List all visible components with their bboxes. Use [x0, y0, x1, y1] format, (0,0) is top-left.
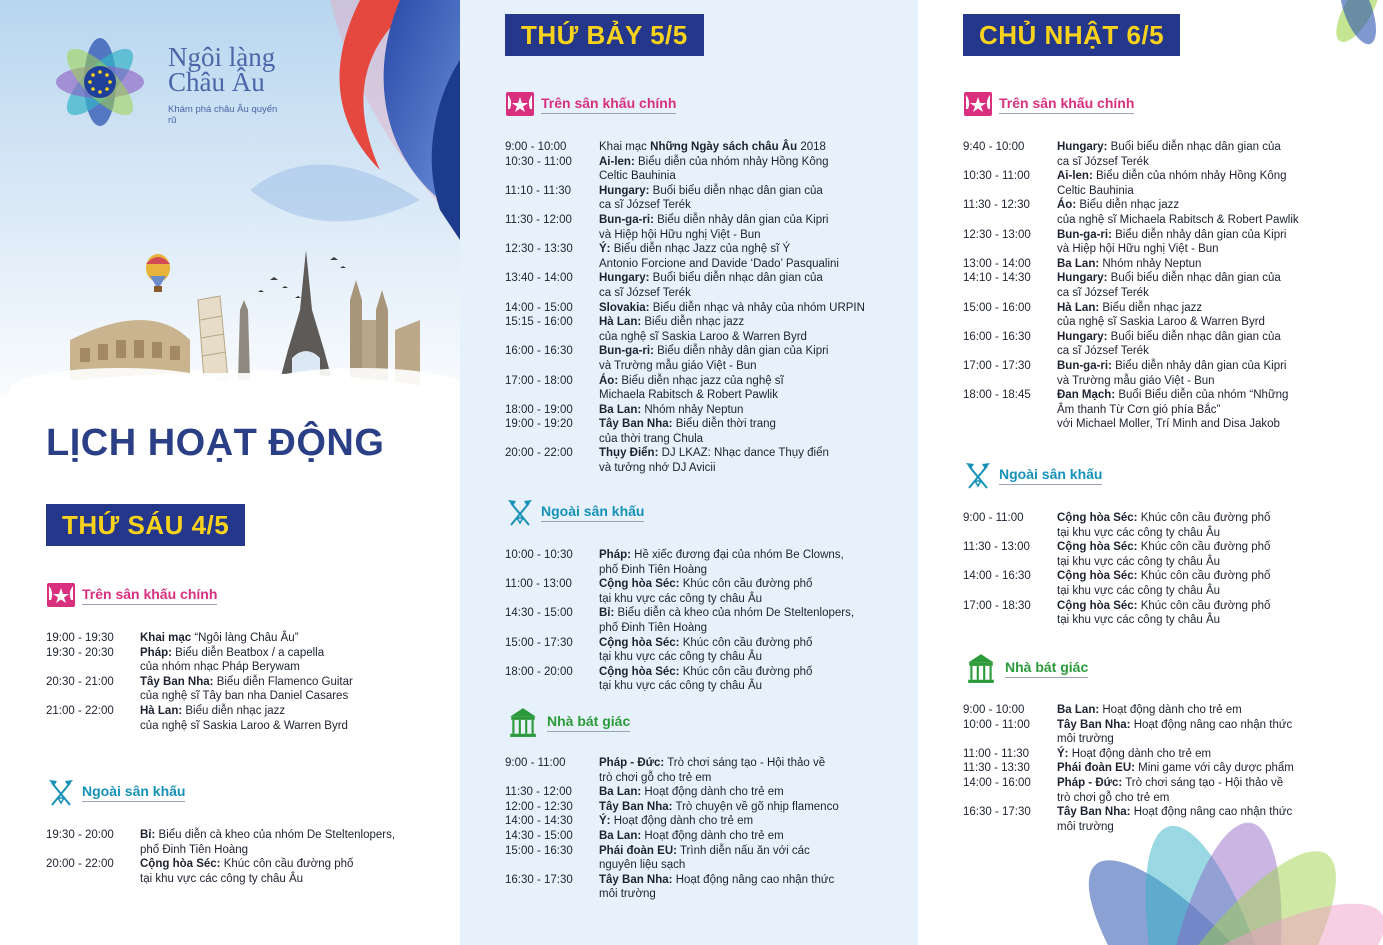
section-label: Nhà bát giác — [547, 713, 630, 732]
event-country: Áo: — [1057, 199, 1077, 212]
schedule-row — [963, 805, 1368, 834]
event-time: 11:30 - 13:00 — [963, 541, 1030, 554]
schedule-row — [505, 844, 910, 873]
event-time: 14:00 - 14:30 — [505, 815, 573, 828]
event-description — [599, 155, 910, 184]
section-label: Ngoài sân khấu — [82, 783, 185, 802]
event-description — [1057, 359, 1368, 388]
event-time: 17:00 - 18:00 — [505, 374, 573, 387]
event-detail: Khúc côn cầu đường phố tại khu vực các công ty châu Âu — [599, 578, 813, 605]
event-country: Ba Lan: — [1057, 704, 1100, 716]
schedule-row — [505, 315, 910, 344]
event-country: Khai mạc — [140, 632, 192, 644]
event-time: 21:00 - 22:00 — [46, 704, 114, 717]
schedule-row — [963, 228, 1368, 257]
stage-star-icon — [46, 580, 76, 610]
schedule-list — [505, 756, 910, 902]
schedule-row — [963, 599, 1368, 628]
event-description — [599, 301, 910, 316]
event-description — [599, 271, 910, 300]
event-time: 15:00 - 16:00 — [963, 301, 1031, 314]
schedule-row — [505, 374, 910, 403]
event-detail: Trò chơi sáng tạo - Hội thảo về trò chơi gỗ cho trẻ em — [1057, 776, 1284, 804]
section-label: Trên sân khấu chính — [541, 95, 676, 114]
event-country: Cộng hòa Séc: — [1057, 512, 1138, 524]
day-header-friday: THỨ SÁU 4/5 — [46, 504, 245, 546]
schedule-row — [505, 548, 915, 577]
event-description — [1057, 511, 1368, 540]
event-time: 9:40 - 10:00 — [963, 141, 1025, 153]
event-detail: Khúc côn cầu đường phố tại khu vực các công ty châu Âu — [1057, 570, 1271, 597]
schedule-row — [505, 756, 910, 785]
event-time: 13:00 - 14:00 — [963, 257, 1031, 270]
event-detail: Hoạt động dành cho trẻ em — [610, 815, 754, 828]
event-detail: Biểu diễn nhảy dân gian của Kipri và Trường mẫu giáo Việt - Bun — [599, 345, 829, 372]
event-country: Cộng hòa Séc: — [599, 578, 680, 591]
event-country: Ba Lan: — [599, 786, 642, 799]
event-time: 11:30 - 12:00 — [505, 786, 572, 799]
event-description — [599, 636, 915, 665]
schedule-row — [963, 511, 1368, 540]
schedule-row — [505, 213, 910, 242]
event-country: Hungary: — [1057, 141, 1108, 153]
event-detail: Trò chuyện về gõ nhịp flamenco — [672, 800, 839, 813]
page-title: LỊCH HOẠT ĐỘNG — [46, 422, 385, 464]
event-time: 14:00 - 15:00 — [505, 301, 573, 314]
event-country: Tây Ban Nha: — [1057, 806, 1131, 819]
schedule-row — [963, 776, 1368, 805]
section-outside-stage-friday — [46, 777, 185, 807]
event-detail: Hoạt động nâng cao nhận thức môi trường — [1057, 806, 1293, 833]
event-country: Ai-len: — [1057, 170, 1093, 183]
event-description — [599, 548, 915, 577]
schedule-row — [505, 242, 910, 271]
event-detail: Biểu diễn nhạc jazz của nghệ sĩ Saskia Laroo & Warren Byrd — [140, 704, 348, 732]
event-time: 17:00 - 17:30 — [963, 359, 1031, 372]
event-time: 14:30 - 15:00 — [505, 829, 573, 842]
event-detail: Buổi biểu diễn nhạc dân gian của ca sĩ József Terék — [1057, 330, 1281, 358]
event-time: 15:00 - 17:30 — [505, 636, 573, 649]
event-description — [599, 242, 910, 271]
event-detail: Khúc côn cầu đường phố tại khu vực các công ty châu Âu — [1057, 599, 1271, 627]
event-country: Hungary: — [599, 272, 650, 285]
event-time: 9:00 - 10:00 — [505, 141, 567, 153]
event-time: 20:00 - 22:00 — [505, 447, 573, 460]
section-label: Trên sân khấu chính — [82, 586, 217, 605]
event-description — [1057, 330, 1368, 359]
section-pavilion-saturday — [505, 707, 630, 737]
event-description — [1057, 776, 1368, 805]
event-detail: Hoạt động nâng cao nhận thức môi trường — [1057, 718, 1293, 746]
event-detail: 2018 — [797, 141, 826, 153]
event-detail: Khúc côn cầu đường phố tại khu vực các công ty châu Âu — [140, 858, 354, 885]
event-country: Ý: — [599, 815, 611, 828]
section-main-stage-saturday — [505, 89, 676, 119]
stage-star-icon — [505, 89, 535, 119]
event-country: Ý: — [1057, 747, 1069, 760]
schedule-row — [963, 761, 1368, 776]
event-country: Tây Ban Nha: — [140, 675, 214, 688]
event-time: 16:30 - 17:30 — [505, 873, 573, 886]
schedule-row — [46, 828, 456, 857]
event-country: Ai-len: — [599, 155, 635, 168]
event-time: 17:00 - 18:30 — [963, 599, 1031, 612]
event-country: Ba Lan: — [599, 403, 642, 416]
schedule-list — [505, 140, 910, 476]
schedule-row — [505, 800, 910, 815]
event-description — [1057, 761, 1368, 776]
schedule-row — [963, 140, 1368, 169]
event-detail: DJ LKAZ: Nhạc dance Thụy điển và tưởng nhớ DJ Avicii — [599, 447, 829, 475]
event-country: Pháp: — [140, 646, 172, 659]
event-country: Cộng hòa Séc: — [599, 665, 680, 678]
event-description — [1057, 805, 1368, 834]
event-description — [1057, 388, 1368, 432]
event-description — [599, 315, 910, 344]
event-time: 15:00 - 16:30 — [505, 844, 573, 857]
event-time: 11:00 - 11:30 — [963, 747, 1030, 760]
event-description — [599, 140, 910, 155]
event-description — [599, 665, 915, 694]
event-detail: Buổi biểu diễn nhạc dân gian của ca sĩ József Terék — [1057, 272, 1281, 299]
event-country: Hungary: — [1057, 330, 1108, 343]
section-label: Trên sân khấu chính — [999, 95, 1134, 114]
event-time: 18:00 - 20:00 — [505, 665, 573, 678]
section-label: Ngoài sân khấu — [541, 503, 644, 522]
event-detail: Biểu diễn cà kheo của nhóm De Steltenlopers, phố Đinh Tiên Hoàng — [140, 829, 396, 856]
event-description — [1057, 540, 1368, 569]
section-label: Nhà bát giác — [1005, 659, 1088, 678]
schedule-row — [505, 665, 915, 694]
schedule-row — [963, 718, 1368, 747]
section-main-stage-sunday — [963, 89, 1134, 119]
schedule-row — [46, 704, 446, 733]
event-country: Bun-ga-ri: — [599, 213, 654, 226]
event-detail: Biểu diễn Flamenco Guitar của nghệ sĩ Tây ban nha Daniel Casares — [140, 675, 353, 703]
event-description — [1057, 301, 1368, 330]
section-outside-stage-saturday — [505, 497, 644, 527]
event-description — [599, 756, 910, 785]
event-detail: Khúc côn cầu đường phố tại khu vực các công ty châu Âu — [599, 636, 813, 664]
event-time: 16:00 - 16:30 — [505, 345, 573, 358]
event-country: Phái đoàn EU: — [599, 844, 677, 857]
crossed-pennants-icon — [963, 460, 993, 490]
event-country: Slovakia: — [599, 301, 650, 314]
event-detail: Trò chơi sáng tạo - Hội thảo về trò chơi gỗ cho trẻ em — [599, 757, 826, 784]
event-description — [140, 857, 456, 886]
event-description — [599, 873, 910, 902]
schedule-row — [963, 747, 1368, 762]
event-description — [140, 704, 446, 733]
event-description — [599, 213, 910, 242]
event-description — [599, 785, 910, 800]
event-description — [599, 814, 910, 829]
event-time: 18:00 - 18:45 — [963, 389, 1031, 402]
event-description — [599, 844, 910, 873]
event-country: Hà Lan: — [140, 704, 183, 717]
event-time: 14:10 - 14:30 — [963, 272, 1031, 285]
crossed-pennants-icon — [505, 497, 535, 527]
schedule-row — [505, 873, 910, 902]
event-time: 19:00 - 19:20 — [505, 418, 573, 431]
european-landmarks-illustration — [0, 240, 460, 430]
event-country: Pháp - Đức: — [1057, 776, 1123, 789]
event-country: Bỉ: — [599, 607, 615, 620]
schedule-row — [505, 184, 910, 213]
event-description — [1057, 257, 1368, 272]
schedule-list — [46, 828, 456, 886]
brand-name: Ngôi làng Châu Âu — [168, 42, 276, 97]
event-detail: Buổi biểu diễn nhạc dân gian của ca sĩ József Terék — [599, 184, 823, 212]
section-pavilion-sunday — [963, 653, 1088, 683]
schedule-row — [505, 140, 910, 155]
schedule-row — [46, 631, 446, 646]
schedule-row — [505, 344, 910, 373]
event-description — [1057, 228, 1368, 257]
schedule-row — [963, 198, 1368, 227]
event-detail: Nhóm nhảy Neptun — [1099, 257, 1202, 270]
event-detail: Hoạt động dành cho trẻ em — [641, 786, 784, 799]
event-country: Bỉ: — [140, 829, 156, 841]
event-description — [599, 446, 910, 475]
event-detail: Buổi biểu diễn nhạc dân gian của ca sĩ József Terék — [599, 272, 823, 299]
event-country: Phái đoàn EU: — [1057, 762, 1135, 775]
section-label: Ngoài sân khấu — [999, 466, 1102, 485]
event-detail: Biểu diễn nhạc jazz của nghệ sĩ Michaela Rabitsch & Robert Pawlik — [599, 374, 784, 402]
event-description — [1057, 169, 1368, 198]
event-country: Ba Lan: — [599, 829, 642, 842]
event-detail: Khúc côn cầu đường phố tại khu vực các công ty châu Âu — [1057, 541, 1271, 568]
right-panel — [918, 0, 1383, 945]
schedule-row — [46, 646, 446, 675]
event-country: Pháp - Đức: — [599, 757, 665, 769]
schedule-row — [505, 403, 910, 418]
event-description — [599, 417, 910, 446]
event-detail: Hoạt động dành cho trẻ em — [641, 829, 784, 842]
event-time: 9:00 - 11:00 — [963, 512, 1024, 524]
event-detail: Biểu diễn nhạc jazz của nghệ sĩ Saskia Laroo & Warren Byrd — [1057, 301, 1265, 329]
event-detail: Buổi biểu diễn nhạc dân gian của ca sĩ József Terék — [1057, 141, 1281, 168]
schedule-row — [963, 703, 1368, 718]
gazebo-icon — [505, 706, 541, 738]
event-country: Áo: — [599, 374, 619, 387]
event-country: Bun-ga-ri: — [1057, 228, 1112, 241]
event-detail: Biểu diễn nhảy dân gian của Kipri và Trường mẫu giáo Việt - Bun — [1057, 359, 1287, 387]
event-time: 12:30 - 13:00 — [963, 228, 1031, 241]
event-detail: Hoạt động dành cho trẻ em — [1068, 747, 1212, 760]
event-country: Thụy Điển: — [599, 447, 659, 460]
event-country: Hungary: — [1057, 272, 1108, 285]
event-time: 10:00 - 11:00 — [963, 718, 1030, 731]
schedule-list — [505, 548, 915, 694]
event-country: Tây Ban Nha: — [599, 418, 673, 431]
schedule-list — [963, 703, 1368, 834]
schedule-list — [963, 140, 1368, 432]
event-detail: Hoạt động nâng cao nhận thức môi trường — [599, 873, 835, 901]
event-time: 12:00 - 12:30 — [505, 800, 573, 813]
event-description — [140, 675, 446, 704]
event-time: 10:30 - 11:00 — [505, 155, 572, 168]
event-description — [140, 646, 446, 675]
event-country: Tây Ban Nha: — [599, 873, 673, 886]
brand-tagline: Khám phá châu Âu quyến rũ — [168, 104, 278, 126]
event-detail: Biểu diễn nhạc jazz của nghệ sĩ Michaela Rabitsch & Robert Pawlik — [1057, 199, 1299, 226]
section-main-stage-friday — [46, 580, 217, 610]
event-country: Cộng hòa Séc: — [1057, 541, 1138, 554]
event-description — [599, 800, 910, 815]
event-country: Đan Mạch: — [1057, 389, 1116, 402]
section-outside-stage-sunday — [963, 460, 1102, 490]
event-detail: Mini game với cây dược phẩm — [1134, 762, 1294, 775]
gazebo-icon — [963, 652, 999, 684]
schedule-row — [505, 577, 915, 606]
schedule-row — [46, 857, 456, 886]
event-description — [1057, 747, 1368, 762]
event-country: Hà Lan: — [599, 316, 642, 329]
event-detail: Biểu diễn nhảy dân gian của Kipri và Hiệp hội Hữu nghị Việt - Bun — [1057, 228, 1287, 256]
schedule-row — [505, 301, 910, 316]
event-description — [1057, 718, 1368, 747]
schedule-row — [505, 606, 915, 635]
event-description — [1057, 271, 1368, 300]
event-description — [599, 403, 910, 418]
event-detail: Biểu diễn của nhóm nhảy Hồng Kông Celtic Bauhinia — [599, 155, 829, 183]
left-panel — [0, 0, 460, 945]
event-country: Tây Ban Nha: — [1057, 718, 1131, 731]
event-description — [1057, 703, 1368, 718]
ngoi-lang-chau-au-logo — [44, 28, 156, 136]
event-description — [1057, 569, 1368, 598]
event-time: 11:30 - 12:30 — [963, 199, 1030, 212]
day-header-sunday: CHỦ NHẬT 6/5 — [963, 14, 1180, 56]
event-country: Ý: — [599, 243, 611, 256]
schedule-list — [963, 511, 1368, 628]
schedule-row — [963, 271, 1368, 300]
event-time: 19:30 - 20:30 — [46, 646, 114, 659]
schedule-row — [963, 301, 1368, 330]
event-country: Tây Ban Nha: — [599, 800, 673, 813]
event-time: 9:00 - 10:00 — [963, 704, 1025, 716]
event-country: Pháp: — [599, 549, 631, 561]
event-description — [599, 184, 910, 213]
event-detail: Biểu diễn cà kheo của nhóm De Steltenlopers, phố Đinh Tiên Hoàng — [599, 607, 855, 634]
schedule-row — [505, 829, 910, 844]
event-detail: Biểu diễn nhạc jazz của nghệ sĩ Saskia Laroo & Warren Byrd — [599, 316, 807, 343]
event-description — [599, 829, 910, 844]
schedule-row — [505, 785, 910, 800]
day-header-saturday: THỨ BẢY 5/5 — [505, 14, 704, 56]
event-detail: Hề xiếc đương đại của nhóm Be Clowns, phố Đinh Tiên Hoàng — [599, 549, 844, 576]
event-time: 10:00 - 10:30 — [505, 549, 573, 561]
event-country: Cộng hòa Séc: — [1057, 599, 1138, 612]
event-time: 11:00 - 13:00 — [505, 578, 572, 591]
event-detail: Biểu diễn nhảy dân gian của Kipri và Hiệp hội Hữu nghị Việt - Bun — [599, 213, 829, 241]
event-country: Ba Lan: — [1057, 257, 1100, 270]
event-description — [599, 344, 910, 373]
event-time: 14:00 - 16:00 — [963, 776, 1031, 789]
schedule-row — [505, 446, 910, 475]
event-time: 16:30 - 17:30 — [963, 806, 1031, 819]
schedule-row — [963, 388, 1368, 432]
event-description — [599, 606, 915, 635]
event-time: 14:30 - 15:00 — [505, 607, 573, 620]
schedule-row — [505, 636, 915, 665]
schedule-list — [46, 631, 446, 733]
schedule-row — [505, 417, 910, 446]
event-time: 19:00 - 19:30 — [46, 632, 114, 644]
schedule-row — [963, 569, 1368, 598]
event-time: 13:40 - 14:00 — [505, 272, 573, 285]
event-detail: Hoạt động dành cho trẻ em — [1099, 704, 1242, 716]
event-description — [1057, 599, 1368, 628]
event-detail: Khúc côn cầu đường phố tại khu vực các công ty châu Âu — [1057, 512, 1271, 539]
event-time: 11:30 - 13:30 — [963, 762, 1030, 775]
event-country: Cộng hòa Séc: — [140, 858, 221, 871]
event-description — [140, 828, 456, 857]
event-detail: Biểu diễn của nhóm nhảy Hồng Kông Celtic Bauhinia — [1057, 170, 1287, 197]
event-country: Hà Lan: — [1057, 301, 1100, 314]
event-time: 9:00 - 11:00 — [505, 757, 566, 769]
event-country: Những Ngày sách châu Âu — [650, 141, 798, 153]
event-description — [1057, 140, 1368, 169]
schedule-row — [963, 330, 1368, 359]
schedule-row — [963, 169, 1368, 198]
schedule-row — [963, 359, 1368, 388]
schedule-row — [505, 271, 910, 300]
event-description — [599, 374, 910, 403]
event-time: 18:00 - 19:00 — [505, 403, 573, 416]
schedule-row — [963, 257, 1368, 272]
event-time: 15:15 - 16:00 — [505, 316, 573, 329]
event-detail: Buổi Biểu diễn của nhóm “Những Âm thanh Từ Cơn gió phía Bắc” với Michael Moller, Trí Minh and Disa Jakob — [1057, 389, 1289, 431]
event-time: 11:30 - 12:00 — [505, 213, 572, 226]
event-detail: Khúc côn cầu đường phố tại khu vực các công ty châu Âu — [599, 665, 813, 693]
event-detail: Biểu diễn thời trang của thời trang Chula — [599, 418, 776, 445]
event-time: 14:00 - 16:30 — [963, 570, 1031, 583]
event-time: 10:30 - 11:00 — [963, 170, 1030, 183]
schedule-row — [46, 675, 446, 704]
event-country: Cộng hòa Séc: — [1057, 570, 1138, 583]
crossed-pennants-icon — [46, 777, 76, 807]
event-detail: Biểu diễn Beatbox / a capella của nhóm nhạc Pháp Berywam — [140, 646, 325, 674]
event-description — [140, 631, 446, 646]
event-country: Bun-ga-ri: — [599, 345, 654, 358]
event-time: 20:30 - 21:00 — [46, 675, 114, 688]
event-detail: Trình diễn nấu ăn với các nguyên liệu sạch — [599, 844, 810, 872]
event-detail: Biểu diễn nhạc và nhảy của nhóm URPIN — [649, 301, 865, 314]
middle-panel — [460, 0, 918, 945]
event-time: 11:10 - 11:30 — [505, 184, 572, 197]
event-prefix: Khai mạc — [599, 141, 651, 153]
event-time: 20:00 - 22:00 — [46, 858, 114, 871]
schedule-row — [505, 155, 910, 184]
event-country: Cộng hòa Séc: — [599, 636, 680, 649]
event-time: 19:30 - 20:00 — [46, 829, 114, 841]
event-time: 16:00 - 16:30 — [963, 330, 1031, 343]
event-detail: Nhóm nhảy Neptun — [641, 403, 744, 416]
event-description — [1057, 198, 1368, 227]
event-detail: Biểu diễn nhạc Jazz của nghệ sĩ Ý Antonio Forcione and Davide ‘Dado’ Pasqualini — [599, 243, 839, 270]
event-country: Hungary: — [599, 184, 650, 197]
stage-star-icon — [963, 89, 993, 119]
schedule-row — [963, 540, 1368, 569]
schedule-row — [505, 814, 910, 829]
event-country: Bun-ga-ri: — [1057, 359, 1112, 372]
event-time: 12:30 - 13:30 — [505, 243, 573, 256]
event-description — [599, 577, 915, 606]
event-detail: “Ngôi làng Châu Âu” — [191, 632, 299, 644]
